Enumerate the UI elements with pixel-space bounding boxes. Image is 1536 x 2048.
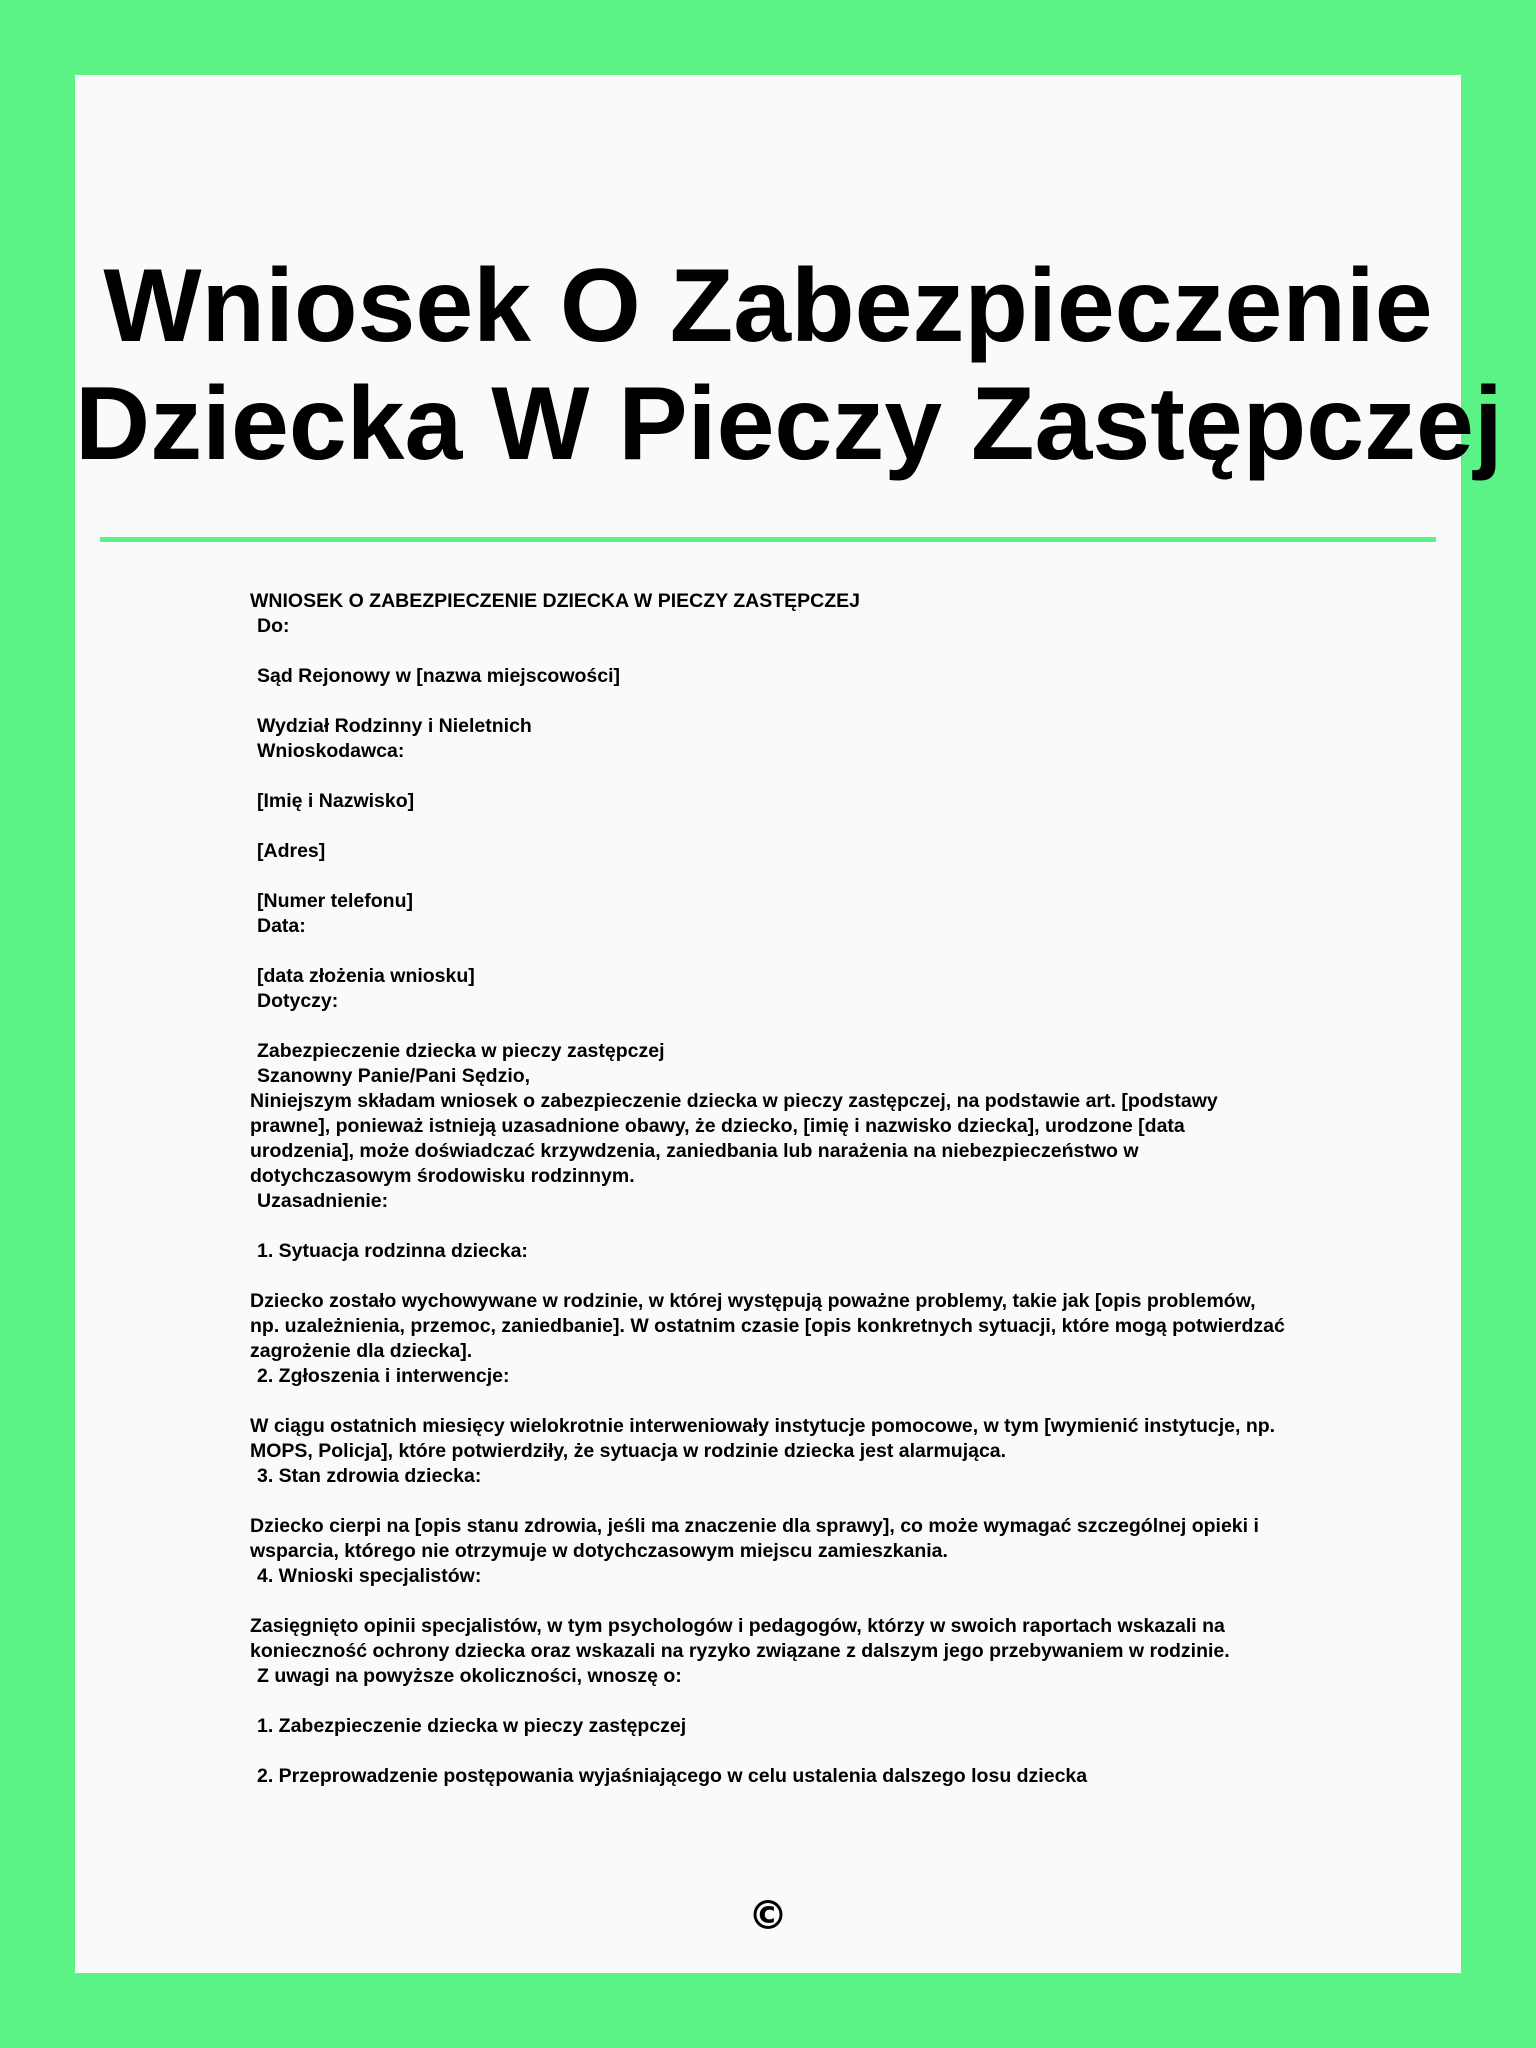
- applicant-phone: [Numer telefonu]: [257, 890, 413, 912]
- document-heading: WNIOSEK O ZABEZPIECZENIE DZIECKA W PIECZY ZASTĘPCZEJ: [250, 590, 860, 612]
- blank-line: [250, 939, 1350, 964]
- subject-value: Zabezpieczenie dziecka w pieczy zastępczej: [257, 1040, 665, 1062]
- page-title-line-1: Wniosek O Zabezpieczenie: [103, 248, 1433, 364]
- document-body: [250, 589, 1350, 1789]
- page-title: [75, 247, 1503, 483]
- blank-line: [250, 1489, 1350, 1514]
- blank-line: [250, 639, 1350, 664]
- blank-line: [250, 1014, 1350, 1039]
- blank-line: [250, 764, 1350, 789]
- blank-line: [250, 1389, 1350, 1414]
- blank-line: [250, 864, 1350, 889]
- applicant-label: Wnioskodawca:: [257, 740, 405, 762]
- blank-line: [250, 689, 1350, 714]
- blank-line: [250, 1214, 1350, 1239]
- section-heading: 2. Zgłoszenia i interwencje:: [257, 1365, 510, 1387]
- blank-line: [250, 1689, 1350, 1714]
- to-label: Do:: [257, 615, 290, 637]
- section-heading: 3. Stan zdrowia dziecka:: [257, 1465, 482, 1487]
- justification-label: Uzasadnienie:: [257, 1190, 389, 1212]
- section-text: Dziecko zostało wychowywane w rodzinie, w której występują poważne problemy, takie jak [opis problemów, np. uzależnienia, przemoc, zaniedbanie]. W ostatnim czasie [opis konkretnych sytuacji, które mogą potwierdzać zagrożenie dla dziecka].: [250, 1290, 1285, 1362]
- copyright-symbol: ©: [748, 1893, 788, 1939]
- applicant-name: [Imię i Nazwisko]: [257, 790, 415, 812]
- applicant-address: [Adres]: [257, 840, 326, 862]
- date-value: [data złożenia wniosku]: [257, 965, 475, 987]
- title-divider: [100, 537, 1436, 542]
- section-heading: 4. Wnioski specjalistów:: [257, 1565, 482, 1587]
- request-item: 1. Zabezpieczenie dziecka w pieczy zastępczej: [257, 1715, 687, 1737]
- request-label: Z uwagi na powyższe okoliczności, wnoszę o:: [257, 1665, 682, 1687]
- subject-label: Dotyczy:: [257, 990, 339, 1012]
- blank-line: [250, 1739, 1350, 1764]
- court-name: Sąd Rejonowy w [nazwa miejscowości]: [257, 665, 621, 687]
- section-heading: 1. Sytuacja rodzinna dziecka:: [257, 1240, 528, 1262]
- section-text: Dziecko cierpi na [opis stanu zdrowia, jeśli ma znaczenie dla sprawy], co może wymagać szczególnej opieki i wsparcia, którego nie otrzymuje w dotychczasowym miejscu zamieszkania.: [250, 1515, 1259, 1562]
- section-text: Zasięgnięto opinii specjalistów, w tym psychologów i pedagogów, którzy w swoich raportach wskazali na konieczność ochrony dziecka oraz wskazali na ryzyko związane z dalszym jego przebywaniem w rodzinie.: [250, 1615, 1230, 1662]
- section-text: W ciągu ostatnich miesięcy wielokrotnie interweniowały instytucje pomocowe, w tym [wymienić instytucje, np. MOPS, Policja], które potwierdziły, że sytuacja w rodzinie dziecka jest alarmująca.: [250, 1415, 1276, 1462]
- blank-line: [250, 814, 1350, 839]
- blank-line: [250, 1589, 1350, 1614]
- document-page: [75, 75, 1503, 1973]
- intro-paragraph: Niniejszym składam wniosek o zabezpieczenie dziecka w pieczy zastępczej, na podstawie art. [podstawy prawne], ponieważ istnieją uzasadnione obawy, że dziecko, [imię i nazwisko dziecka], urodzone [data urodzenia], może doświadczać krzywdzenia, zaniedbania lub narażenia na niebezpieczeństwo w dotychczasowym środowisku rodzinnym.: [250, 1090, 1218, 1187]
- date-label: Data:: [257, 915, 306, 937]
- blank-line: [250, 1264, 1350, 1289]
- court-department: Wydział Rodzinny i Nieletnich: [257, 715, 532, 737]
- salutation: Szanowny Panie/Pani Sędzio,: [257, 1065, 531, 1087]
- page-title-line-2: Dziecka W Pieczy Zastępczej: [75, 366, 1503, 482]
- request-item: 2. Przeprowadzenie postępowania wyjaśniającego w celu ustalenia dalszego losu dziecka: [257, 1765, 1088, 1787]
